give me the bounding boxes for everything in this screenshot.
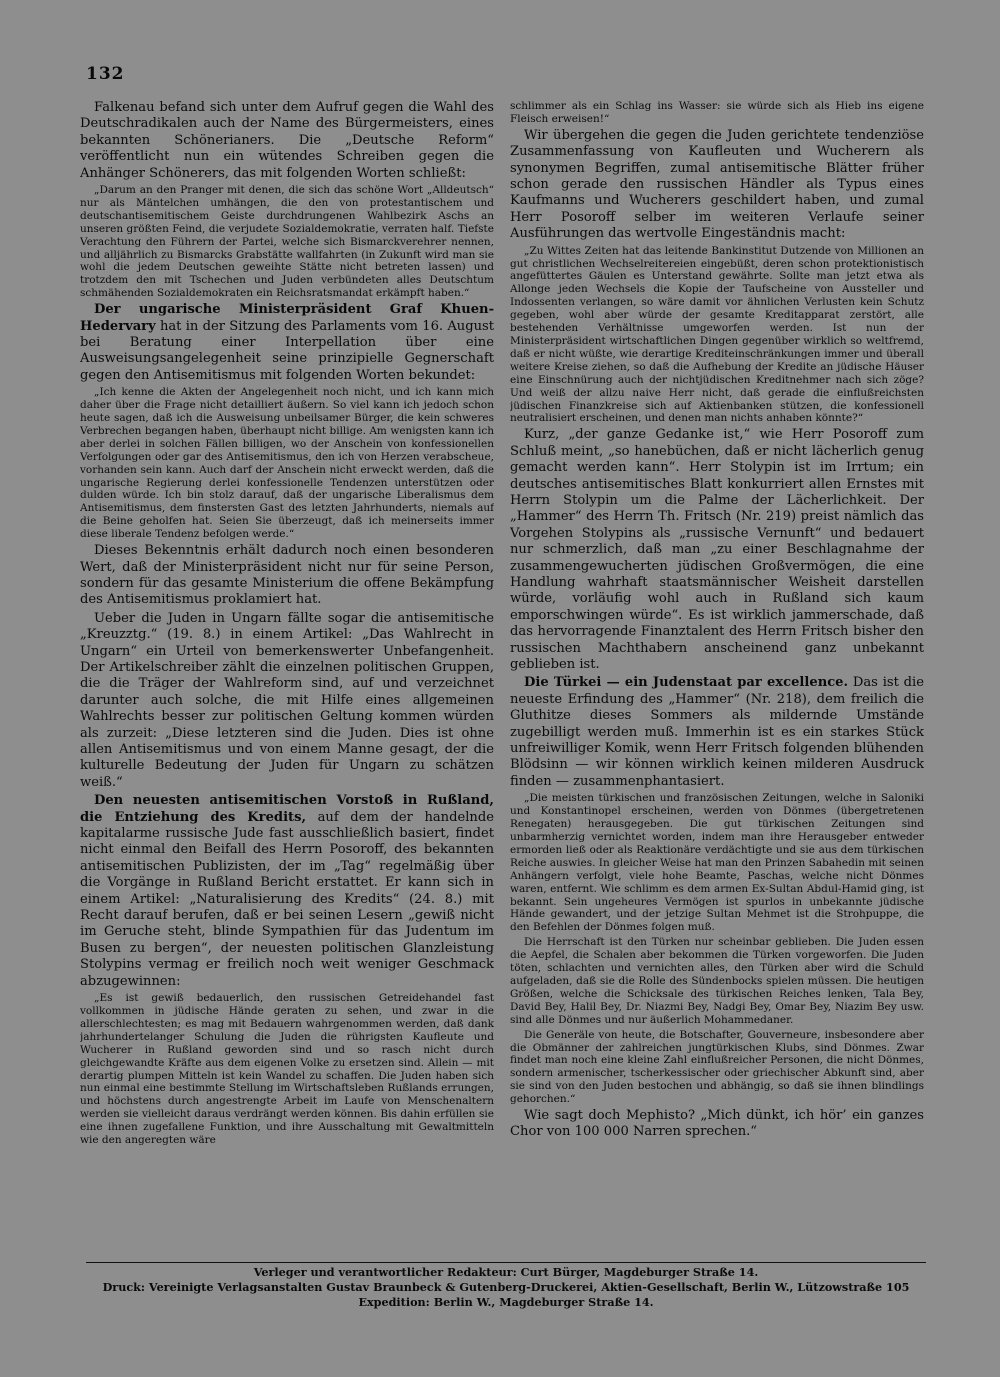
article-paragraph [80,611,494,791]
paragraph-text: „Die meisten türkischen und französischen Zeitungen, welche in Saloniki und Konstantinopel erscheinen, werden von Dönmes (übergetretenen Renegaten) herausgegeben. Die gut türkischen Zeitungen sind unbarmherzig vernichtet worden, indem man ihre Herausgeber entweder ermorden ließ oder als Reaktionäre verdächtigte und sie aus dem türkischen Reiche auswies. In gleicher Weise hat man den Prinzen Sabahedin mit seinen Anhängern verfolgt, viele hohe Beamte, Paschas, welche nicht Dönmes waren, entfernt. Wie schlimm es dem armen Ex-Sultan Abdul-Hamid ging, ist bekannt. Sein ungeheures Vermögen ist spurlos in unbekannte jüdische Hände gewandert, und der jetzige Sultan Mehmet ist die Strohpuppe, die den Befehlen der Dönmes folgen muß. [510,792,924,934]
article-paragraph [80,793,494,990]
page-number: 132 [86,64,125,84]
paragraph-text: Wir übergehen die gegen die Juden gerichtete tendenziöse Zusammenfassung von Kaufleuten und Wucherern als synonymen Begriffen, zumal antisemitische Blätter früher schon gerade den russischen Händler als Typus eines Kaufmanns und Wucherers geschildert haben, und zumal Herr Posoroff selber im weiteren Verlaufe seiner Ausführungen das wertvolle Eingeständnis macht: [510,127,924,242]
imprint-publisher: Verleger und verantwortlicher Redakteur: Curt Bürger, Magdeburger Straße 14. [253,1265,759,1279]
paragraph-text: „Es ist gewiß bedauerlich, den russischen Getreidehandel fast vollkommen in jüdische Hände geraten zu sehen, und zwar in die allerschlechtesten; es mag mit Bedauern wahrgenommen werden, daß dank jahrhundertelanger Schulung die Juden die rührigsten Kaufleute und Wucherer in Rußland geworden sind und so rasch nicht durch gleichgewandte Kräfte aus dem eigenen Volke zu ersetzen sind. Allein — mit derartig plumpen Mitteln ist kein Wandel zu schaffen. Die Juden haben sich nun einmal eine bestimmte Stellung im Wirtschaftsleben Rußlands errungen, und höchstens durch angestrengte Arbeit im Laufe von Menschenaltern werden sie vielleicht daraus verdrängt werden können. Bis dahin erfüllen sie eine ihnen zugefallene Funktion, und ihre Ausschaltung mit Gewaltmitteln wie den angeregten wäre [80,992,494,1147]
quoted-paragraph [510,245,924,426]
paragraph-text: Kurz, „der ganze Gedanke ist,“ wie Herr Posoroff zum Schluß meint, „so hanebüchen, daß er nicht lächerlich genug gemacht werden kann“. Herr Stolypin ist im Irrtum; ein deutsches antisemitisches Blatt konkurriert allen Ernstes mit Herrn Stolypin um die Palme der Lächerlichkeit. Der „Hammer“ des Herrn Th. Fritsch (Nr. 219) preist nämlich das Vorgehen Stolypins als „russische Vernunft“ und bedauert nur schmerzlich, daß man „zu einer Beschlagnahme der zusammengewucherten jüdischen Großvermögen, die eine Handlung wahrhaft staatsmännischer Weisheit darstellen würde, vorläufig wohl auch in Rußland sich kaum emporschwingen würde“. Es ist wirklich jammerschade, daß das hervorragende Finanztalent des Herrn Fritsch bisher den russischen Machthabern anscheinend ganz unbekannt geblieben ist. [510,427,924,673]
paragraph-text: Falkenau befand sich unter dem Aufruf gegen die Wahl des Deutschradikalen auch der Name des Bürgermeisters, eines bekannten Schönerianers. Die „Deutsche Reform“ veröffentlicht nun ein wütendes Schreiben gegen die Anhänger Schönerers, das mit folgenden Worten schließt: [80,100,494,181]
paragraph-text: auf dem der handelnde kapitalarme russische Jude fast ausschließlich basiert, findet nicht einmal den Beifall des Herrn Posoroff, des bekannten antisemitischen Publizisten, der im „Tag“ regelmäßig über die Vorgänge in Rußland Bericht erstattet. Er kann sich in einem Artikel: „Naturalisierung des Kredits“ (24. 8.) mit Recht darauf berufen, daß er bei seinen Lesern „gewiß nicht im Geruche steht, blinde Sympathien für das Judentum im Busen zu bergen“, der neuesten politischen Glanzleistung Stolypins vermag er freilich noch weit weniger Geschmack abzugewinnen: [80,809,494,989]
paragraph-text: Ueber die Juden in Ungarn fällte sogar die antisemitische „Kreuzztg.“ (19. 8.) in einem Artikel: „Das Wahlrecht in Ungarn“ ein Urteil von bemerkenswerter Unbefangenheit. Der Artikelschreiber zählt die einzelnen politischen Gruppen, die die Träger der Wahlreform sind, auf und verzeichnet darunter auch solche, die mit Hilfe eines allgemeinen Wahlrechts besser zur politischen Geltung kommen würden als zurzeit: „Diese letzteren sind die Juden. Dies ist ohne allen Antisemitismus und von einem Manne gesagt, der die kulturelle Bedeutung der Juden für Ungarn zu schätzen weiß.“ [80,610,494,790]
article-paragraph [80,100,494,182]
imprint-printer: Druck: Vereinigte Verlagsanstalten Gustav Braunbeck & Gutenberg-Druckerei, Aktien-Gesellschaft, Berlin W., Lützowstraße 105 [102,1280,910,1294]
paragraph-text: hat in der Sitzung des Parlaments vom 16. August bei Beratung einer Interpellation über eine Ausweisungsangelegenheit seine prinzipielle Gegnerschaft gegen den Antisemitismus mit folgenden Worten bekundet: [80,318,494,383]
left-column [80,100,494,1262]
paragraph-lead-heading: Die Türkei — ein Judenstaat par excellence. [524,675,849,691]
paragraph-text: Die Generäle von heute, die Botschafter, Gouverneure, insbesondere aber die Obmänner der zahlreichen jungtürkischen Klubs, sind Dönmes. Zwar findet man noch eine kleine Zahl einflußreicher Personen, die nicht Dönmes, sondern armenischer, tscherkessischer oder griechischer Abkunft sind, aber sie sind von den Juden bestochen und abhängig, so daß sie ihnen blindlings gehorchen.“ [510,1028,924,1106]
paragraph-text: schlimmer als ein Schlag ins Wasser: sie würde sich als Hieb ins eigene Fleisch erweisen!“ [510,100,924,125]
quoted-paragraph [80,992,494,1147]
article-paragraph [80,543,494,609]
quoted-paragraph [510,100,924,126]
article-paragraph [510,675,924,790]
quoted-paragraph [80,386,494,541]
paragraph-text: „Ich kenne die Akten der Angelegenheit noch nicht, und ich kann mich daher über die Frage nicht detailliert äußern. So viel kann ich jedoch schon heute sagen, daß ich die Ausweisung unbeilsamer Bürger, die kein schweres Verbrechen begangen haben, überhaupt nicht billige. Am wenigsten kann ich aber derlei in solchen Fällen billigen, wo der Anschein von konfessionellen Verfolgungen oder gar des Antisemitismus, den ich von Herzen verabscheue, vorhanden sein kann. Auch darf der Anschein nicht erweckt werden, daß die ungarische Regierung derlei konfessionelle Tendenzen unterstützen oder dulden würde. Ich bin stolz darauf, daß der ungarische Liberalismus dem Antisemitismus, dem finstersten Gast des letzten Jahrhunderts, niemals auf die Beine geholfen hat. Seien Sie überzeugt, daß ich meinerseits immer diese liberale Tendenz befolgen werde.“ [80,386,494,541]
article-paragraph [510,427,924,673]
quoted-paragraph [510,792,924,934]
paragraph-lead-heading: Den neuesten antisemitischen Vorstoß in Rußland, die Entziehung des Kredits, [80,793,494,825]
imprint-expedition: Expedition: Berlin W., Magdeburger Straße 14. [358,1295,654,1309]
paragraph-text: Dieses Bekenntnis erhält dadurch noch einen besonderen Wert, daß der Ministerpräsident nicht nur für seine Person, sondern für das gesamte Ministerium die offene Bekämpfung des Antisemitismus proklamiert hat. [80,543,494,608]
article-paragraph [510,128,924,243]
paragraph-text: „Darum an den Pranger mit denen, die sich das schöne Wort „Alldeutsch“ nur als Mäntelchen umhängen, die den von protestantischem und deutschantisemitischem Geiste durchdrungenen Wahlbezirk Aschs an unseren größten Feind, die verjudete Sozialdemokratie, verraten half. Tiefste Verachtung den Führern der Partei, welche sich Bismarckverehrer nennen, und alljährlich zu Bismarcks Grabstätte wallfahrten (in Zukunft wird man sie wohl die jedem Deutschen geweihte Stätte nicht betreten lassen) und trotzdem den mit Tschechen und Juden verbündeten alles Deutschtum schmähenden Sozialdemokraten ein Reichsratsmandat erkämpft haben.“ [80,184,494,300]
paragraph-text: Das ist die neueste Erfindung des „Hammer“ (Nr. 218), dem freilich die Gluthitze dieses Sommers als mildernde Umstände zugebilligt werden muß. Immerhin ist es ein starkes Stück unfreiwilliger Komik, wenn Herr Fritsch folgenden blühenden Blödsinn — wir können wirklich keinen milderen Ausdruck finden — zusammenphantasiert. [510,675,924,789]
article-paragraph [510,1108,924,1141]
paragraph-lead-heading: Der ungarische Ministerpräsident Graf Khuen-Hedervary [80,302,494,334]
article-paragraph [80,302,494,384]
right-column [510,100,924,1262]
quoted-paragraph [510,1029,924,1106]
imprint-footer [86,1262,926,1310]
paragraph-text: Die Herrschaft ist den Türken nur scheinbar geblieben. Die Juden essen die Aepfel, die Schalen aber bekommen die Türken vorgeworfen. Die Juden töten, schlachten und vernichten alles, den Türken aber wird die Schuld aufgeladen, daß sie die Rolle des Sündenbocks spielen müssen. Die heutigen Größen, welche die Schicksale des türkischen Reiches lenken, Tala Bey, David Bey, Halil Bey, Dr. Niazmi Bey, Nadgi Bey, Omar Bey, Niazim Bey usw. sind alle Dönmes und nur äußerlich Mohammedaner. [510,936,924,1026]
quoted-paragraph [80,184,494,300]
paragraph-text: Wie sagt doch Mephisto? „Mich dünkt, ich hör’ ein ganzes Chor von 100 000 Narren sprechen.“ [510,1108,924,1140]
paragraph-text: „Zu Wittes Zeiten hat das leitende Bankinstitut Dutzende von Millionen an gut christlichen Wechselreitereien eingebüßt, deren schon protektionistisch angefüttertes Gäulen es Unterstand gewährte. Sollte man jetzt etwa als Allonge jeden Wechsels die Kopie der Taufscheine von Aussteller und Indossenten verlangen, so wäre damit vor ähnlichen Verlusten kein Schutz gegeben, wohl aber würde der gesamte Kreditapparat zerstört, alle bestehenden Verhältnisse umgeworfen werden. Ist nun der Ministerpräsident wirtschaftlichen Dingen gegenüber wirklich so weltfremd, daß er nicht wüßte, wie derartige Krediteinschränkungen immer und überall weitere Kreise ziehen, so daß die Aufhebung der Kredite an jüdische Häuser eine Einschnürung auch der nichtjüdischen Kreditnehmer nach sich zöge? Und weiß der allzu naive Herr nicht, daß gerade die einflußreichsten jüdischen Finanzkreise sich auf Aktienbanken stützen, die konfessionell neutralisiert erscheinen, und denen man nichts anhaben könnte?“ [510,244,924,425]
quoted-paragraph [510,936,924,1026]
